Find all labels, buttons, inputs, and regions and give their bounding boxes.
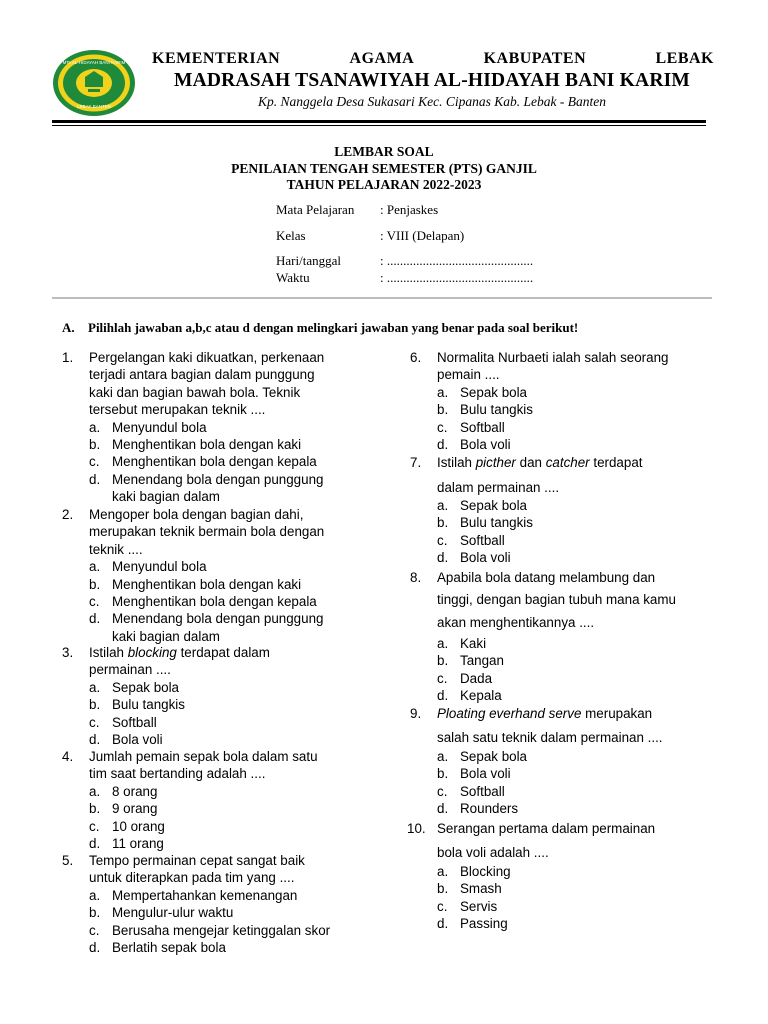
option-letter: a. — [89, 783, 101, 799]
option-letter: c. — [437, 670, 448, 686]
question-text: tim saat bertanding adalah .... — [89, 766, 266, 782]
question-text: salah satu teknik dalam permainan .... — [437, 730, 663, 745]
option-letter: c. — [89, 593, 100, 609]
option-letter: b. — [89, 905, 101, 921]
question-text-line — [437, 729, 663, 746]
question-text: merupakan — [581, 706, 653, 721]
kop-word: KEMENTERIAN — [152, 50, 281, 67]
option-letter: b. — [437, 881, 449, 897]
question-text: dalam permainan .... — [437, 480, 560, 495]
question-text: untuk diterapkan pada tim yang .... — [89, 870, 295, 886]
option-text: Sepak bola — [112, 679, 180, 695]
option-text-continued: kaki bagian dalam — [112, 489, 220, 505]
question-term: catcher — [545, 455, 590, 470]
option-text: Menghentikan bola dengan kepala — [112, 593, 317, 609]
option-text: Kaki — [460, 636, 487, 651]
question-text-line — [437, 366, 500, 383]
option-text: Passing — [460, 916, 508, 932]
question-text-line — [437, 569, 655, 586]
option-text: Mempertahankan kemenangan — [112, 887, 298, 903]
option-letter: d. — [89, 731, 101, 747]
option-text: Sepak bola — [460, 498, 528, 513]
option-letter: a. — [437, 498, 449, 513]
option-letter: b. — [437, 766, 449, 782]
question-number: 2. — [62, 507, 74, 522]
option-letter: b. — [89, 436, 101, 452]
option-text: Softball — [460, 532, 505, 548]
option-text: Sepak bola — [460, 749, 528, 764]
option-letter: c. — [437, 532, 448, 548]
option-text: Menghentikan bola dengan kaki — [112, 436, 302, 452]
logo-bottom-text: LEBAK BANTEN — [76, 104, 112, 109]
school-emblem-icon — [52, 49, 136, 117]
info-label: Kelas — [276, 228, 306, 243]
question-number: 4. — [62, 749, 74, 764]
option-letter: c. — [437, 898, 448, 914]
option-letter: b. — [89, 697, 101, 713]
option-text: Dada — [460, 670, 493, 686]
option-text: Softball — [112, 714, 157, 730]
question-text-line — [437, 349, 669, 366]
logo-top-text: MTs AL-HIDAYAH BANI KARIM — [62, 60, 126, 65]
option-letter: c. — [89, 454, 100, 470]
sheet-title: LEMBAR SOAL — [334, 144, 434, 159]
question-number: 3. — [62, 645, 74, 660]
question-number: 7. — [410, 455, 422, 470]
option-text: Menendang bola dengan punggung — [112, 611, 324, 627]
option-letter: d. — [437, 916, 449, 932]
option-text: Menghentikan bola dengan kaki — [112, 576, 302, 592]
question-text: merupakan teknik bermain bola dengan — [89, 524, 325, 540]
option-text: Bulu tangkis — [460, 402, 533, 418]
option-text: Menendang bola dengan punggung — [112, 471, 324, 487]
question-text-line — [89, 765, 265, 782]
kop-word: AGAMA — [349, 50, 415, 67]
option-letter: d. — [89, 939, 101, 955]
question-text: dan — [515, 455, 546, 470]
option-text: Bola voli — [460, 766, 511, 782]
option-text: Blocking — [460, 864, 511, 879]
section-instruction — [62, 320, 578, 336]
question-number: 10. — [407, 821, 426, 836]
option-letter: d. — [437, 550, 449, 566]
option-letter: a. — [89, 559, 101, 575]
info-label: Waktu — [276, 270, 310, 285]
option-letter: a. — [437, 384, 449, 400]
question-text: Mengoper bola dengan bagian dahi, — [89, 507, 304, 522]
option-letter: b. — [89, 801, 101, 817]
info-label: Hari/tanggal — [276, 253, 341, 268]
question-number: 6. — [410, 350, 422, 365]
option-text: Mengulur-ulur waktu — [112, 905, 234, 921]
option-letter: b. — [89, 576, 101, 592]
option-text: Softball — [460, 419, 505, 435]
question-text: pemain .... — [437, 367, 500, 383]
question-text-line — [89, 366, 315, 383]
option-text: Berlatih sepak bola — [112, 939, 226, 955]
info-divider — [52, 297, 712, 299]
option-text: Softball — [460, 783, 505, 799]
info-value: : Penjaskes — [380, 202, 439, 217]
header-divider-thin — [52, 125, 706, 126]
question-text: terjadi antara bagian dalam punggung — [89, 367, 315, 383]
question-text: Jumlah pemain sepak bola dalam satu — [89, 749, 318, 764]
option-text-continued: kaki bagian dalam — [112, 628, 220, 644]
question-term: picther — [475, 455, 516, 470]
question-text-line — [437, 591, 676, 608]
option-letter: a. — [437, 636, 449, 651]
question-text: kaki dan bagian bawah bola. Teknik — [89, 384, 301, 400]
option-letter: d. — [89, 471, 101, 487]
exam-title: PENILAIAN TENGAH SEMESTER (PTS) GANJIL — [231, 161, 537, 176]
question-text-line — [89, 869, 294, 886]
option-text: Bola voli — [460, 550, 511, 566]
option-letter: d. — [437, 801, 449, 817]
option-text: Sepak bola — [460, 384, 528, 400]
option-text: 10 orang — [112, 818, 165, 834]
question-text: Serangan pertama dalam permainan — [437, 821, 656, 836]
question-text-line — [437, 614, 594, 631]
info-value[interactable]: : ............................................. — [380, 270, 534, 285]
option-letter: c. — [437, 783, 448, 799]
school-name: MADRASAH TSANAWIYAH AL-HIDAYAH BANI KARIM — [173, 70, 690, 91]
option-text: Smash — [460, 881, 502, 897]
option-text: Berusaha mengejar ketinggalan skor — [112, 922, 331, 938]
option-letter: c. — [89, 922, 100, 938]
question-text: akan menghentikannya .... — [437, 615, 595, 630]
option-letter: a. — [437, 864, 449, 879]
kop-word: LEBAK — [655, 50, 714, 67]
question-number: 8. — [410, 570, 422, 585]
question-text-line — [437, 844, 549, 861]
question-text: terdapat dalam — [176, 645, 270, 660]
info-label: Mata Pelajaran — [276, 202, 355, 217]
option-text: Menghentikan bola dengan kepala — [112, 454, 317, 470]
option-letter: b. — [437, 402, 449, 418]
question-text: Istilah — [437, 455, 476, 470]
academic-year: TAHUN PELAJARAN 2022-2023 — [286, 177, 482, 192]
question-number: 1. — [62, 350, 74, 365]
option-text: 8 orang — [112, 783, 158, 799]
option-letter: b. — [437, 653, 449, 669]
option-text: Bulu tangkis — [460, 515, 533, 531]
info-value: : VIII (Delapan) — [380, 228, 465, 243]
question-text-line — [437, 454, 642, 471]
kop-ministry-line — [152, 50, 714, 68]
option-letter: c. — [89, 818, 100, 834]
option-text: Rounders — [460, 801, 519, 817]
school-address: Kp. Nanggela Desa Sukasari Kec. Cipanas Kab. Lebak - Banten — [258, 94, 606, 109]
question-term: Ploating everhand serve — [437, 706, 582, 721]
question-text: permainan .... — [89, 662, 171, 678]
question-text-line — [89, 748, 318, 765]
option-letter: a. — [437, 749, 449, 764]
question-text-line — [89, 506, 303, 523]
info-value[interactable]: : ............................................. — [380, 253, 534, 268]
option-letter: a. — [89, 419, 101, 435]
option-text: Menyundul bola — [112, 559, 207, 575]
kop-word: KABUPATEN — [483, 50, 587, 67]
question-text-line — [89, 349, 324, 366]
question-text: tinggi, dengan bagian tubuh mana kamu — [437, 592, 676, 607]
option-letter: d. — [89, 835, 101, 851]
question-text: Istilah — [89, 645, 128, 660]
option-letter: d. — [89, 611, 101, 627]
question-text: Pergelangan kaki dikuatkan, perkenaan — [89, 350, 325, 365]
question-term: blocking — [127, 645, 177, 660]
question-text-line — [89, 661, 171, 678]
question-text-line — [437, 820, 655, 837]
option-text: Tangan — [460, 653, 504, 669]
option-text: 11 orang — [112, 835, 164, 851]
option-letter: a. — [89, 887, 101, 903]
question-text: tersebut merupakan teknik .... — [89, 402, 266, 418]
school-logo — [52, 49, 136, 117]
option-text: Menyundul bola — [112, 419, 207, 435]
option-text: Servis — [460, 898, 498, 914]
question-text-line — [437, 705, 652, 722]
option-text: Bulu tangkis — [112, 697, 185, 713]
question-text: Tempo permainan cepat sangat baik — [89, 853, 305, 868]
question-text: teknik .... — [89, 541, 143, 557]
instruction-text: Pilihlah jawaban a,b,c atau d dengan melingkari jawaban yang benar pada soal berikut! — [88, 320, 579, 335]
section-letter: A. — [62, 320, 75, 335]
question-text-line — [89, 384, 300, 401]
question-text-line — [89, 644, 270, 661]
question-text: bola voli adalah .... — [437, 845, 549, 860]
question-number: 5. — [62, 853, 74, 868]
question-text-line — [437, 479, 559, 496]
question-number: 9. — [410, 706, 422, 721]
option-text: Bola voli — [112, 731, 163, 747]
question-text: Apabila bola datang melambung dan — [437, 570, 656, 585]
question-text-line — [89, 852, 305, 869]
option-text: Kepala — [460, 688, 502, 704]
question-text-line — [89, 401, 265, 418]
option-letter: d. — [437, 436, 449, 452]
question-text-line — [89, 523, 324, 540]
question-text-line — [89, 541, 143, 558]
option-letter: d. — [437, 688, 449, 704]
option-letter: b. — [437, 515, 449, 531]
option-text: Bola voli — [460, 436, 511, 452]
question-text: terdapat — [589, 455, 643, 470]
header-divider-thick — [52, 120, 706, 123]
option-letter: a. — [89, 679, 101, 695]
option-text: 9 orang — [112, 801, 158, 817]
option-letter: c. — [89, 714, 100, 730]
option-letter: c. — [437, 419, 448, 435]
question-text: Normalita Nurbaeti ialah salah seorang — [437, 350, 669, 365]
